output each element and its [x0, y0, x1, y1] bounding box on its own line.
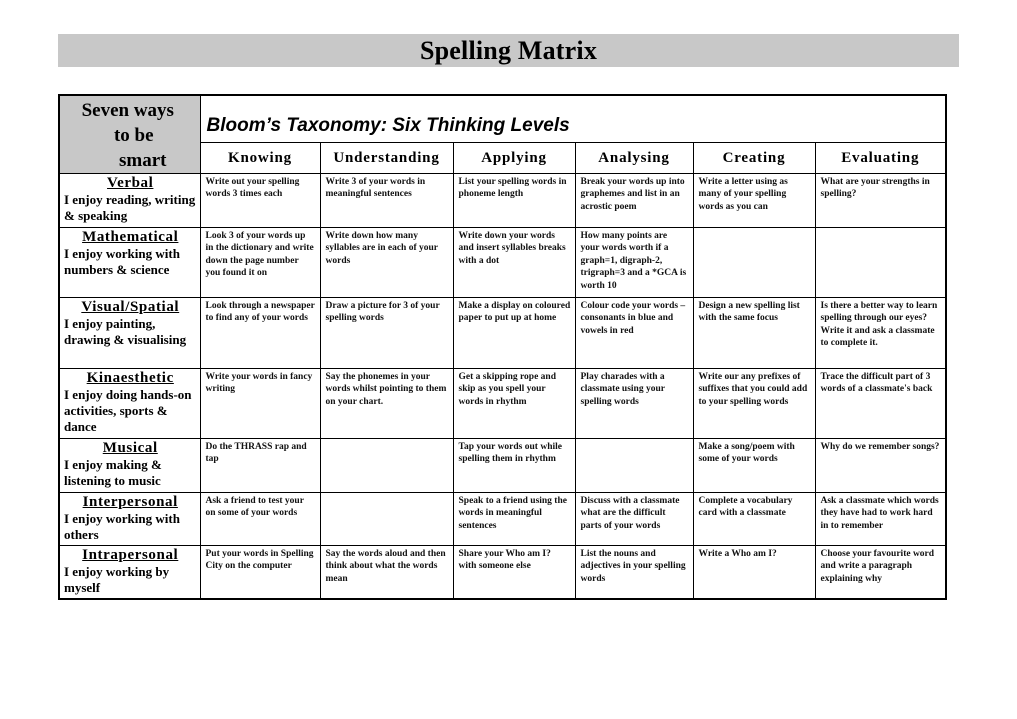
activity-cell: Write our any prefixes of suffixes that you could add to your spelling words [693, 369, 815, 439]
corner-label [59, 95, 200, 174]
activity-cell: Ask a friend to test your on some of your words [200, 493, 320, 546]
intelligence-description: I enjoy working with others [64, 511, 180, 542]
intelligence-description: I enjoy reading, writing & speaking [64, 192, 196, 223]
activity-cell: Say the phonemes in your words whilst pointing to them on your chart. [320, 369, 453, 439]
activity-cell: Speak to a friend using the words in meaningful sentences [453, 493, 575, 546]
intelligence-name: Verbal [107, 175, 154, 191]
intelligence-cell [59, 493, 200, 546]
activity-cell: List the nouns and adjectives in your spelling words [575, 546, 693, 599]
intelligence-description: I enjoy working by myself [64, 564, 170, 595]
activity-cell: Do the THRASS rap and tap [200, 439, 320, 493]
activity-cell [320, 493, 453, 546]
intelligence-name: Visual/Spatial [81, 299, 180, 315]
activity-cell: What are your strengths in spelling? [815, 174, 946, 228]
matrix-row [59, 369, 946, 439]
intelligence-name: Mathematical [82, 229, 179, 245]
corner-label-line: Seven ways [81, 100, 174, 121]
corner-label-line: to be [113, 125, 154, 146]
activity-cell: Look 3 of your words up in the dictionary and write down the page number you found it on [200, 228, 320, 298]
activity-cell: Put your words in Spelling City on the computer [200, 546, 320, 599]
activity-cell: Make a song/poem with some of your words [693, 439, 815, 493]
activity-cell: Complete a vocabulary card with a classmate [693, 493, 815, 546]
activity-cell: Discuss with a classmate what are the difficult parts of your words [575, 493, 693, 546]
page-title: Spelling Matrix [419, 35, 598, 65]
activity-cell: Share your Who am I? with someone else [453, 546, 575, 599]
level-header: Applying [453, 143, 575, 174]
level-header: Understanding [320, 143, 453, 174]
activity-cell: Choose your favourite word and write a paragraph explaining why [815, 546, 946, 599]
intelligence-description: I enjoy doing hands-on activities, sports & dance [64, 387, 192, 434]
activity-cell: Look through a newspaper to find any of your words [200, 298, 320, 369]
intelligence-cell [59, 298, 200, 369]
intelligence-cell [59, 174, 200, 228]
activity-cell: Trace the difficult part of 3 words of a classmate's back [815, 369, 946, 439]
activity-cell: Write out your spelling words 3 times each [200, 174, 320, 228]
activity-cell: Write a Who am I? [693, 546, 815, 599]
intelligence-cell [59, 546, 200, 599]
matrix-row [59, 439, 946, 493]
intelligence-name: Musical [102, 440, 158, 456]
intelligence-name: Intrapersonal [82, 547, 179, 563]
activity-cell: List your spelling words in phoneme length [453, 174, 575, 228]
activity-cell: Write a letter using as many of your spelling words as you can [693, 174, 815, 228]
spelling-matrix-table [58, 94, 947, 600]
activity-cell: Is there a better way to learn spelling through our eyes? Write it and ask a classmate to complete it. [815, 298, 946, 369]
activity-cell [815, 228, 946, 298]
matrix-row [59, 546, 946, 599]
activity-cell: Say the words aloud and then think about what the words mean [320, 546, 453, 599]
activity-cell: Write your words in fancy writing [200, 369, 320, 439]
activity-cell: How many points are your words worth if a graph=1, digraph-2, trigraph=3 and a *GCA is worth 10 [575, 228, 693, 298]
matrix-row [59, 493, 946, 546]
activity-cell: Colour code your words – consonants in blue and vowels in red [575, 298, 693, 369]
level-header: Evaluating [815, 143, 946, 174]
activity-cell [320, 439, 453, 493]
title-bar [58, 34, 959, 67]
intelligence-cell [59, 369, 200, 439]
intelligence-cell [59, 228, 200, 298]
activity-cell: Make a display on coloured paper to put up at home [453, 298, 575, 369]
matrix-row [59, 298, 946, 369]
activity-cell: Write 3 of your words in meaningful sentences [320, 174, 453, 228]
matrix-row [59, 228, 946, 298]
activity-cell: Why do we remember songs? [815, 439, 946, 493]
corner-label-line: smart [119, 150, 167, 171]
activity-cell [693, 228, 815, 298]
intelligence-name: Kinaesthetic [86, 370, 174, 386]
activity-cell [575, 439, 693, 493]
activity-cell: Play charades with a classmate using your spelling words [575, 369, 693, 439]
activity-cell: Ask a classmate which words they have had to work hard in to remember [815, 493, 946, 546]
taxonomy-title: Bloom’s Taxonomy: Six Thinking Levels [200, 95, 946, 143]
activity-cell: Get a skipping rope and skip as you spell your words in rhythm [453, 369, 575, 439]
intelligence-description: I enjoy making & listening to music [64, 457, 162, 488]
level-header: Analysing [575, 143, 693, 174]
activity-cell: Break your words up into graphemes and list in an acrostic poem [575, 174, 693, 228]
level-header: Creating [693, 143, 815, 174]
activity-cell: Draw a picture for 3 of your spelling words [320, 298, 453, 369]
intelligence-cell [59, 439, 200, 493]
matrix-row [59, 174, 946, 228]
intelligence-name: Interpersonal [82, 494, 178, 510]
level-header: Knowing [200, 143, 320, 174]
intelligence-description: I enjoy working with numbers & science [64, 246, 180, 277]
activity-cell: Write down your words and insert syllables breaks with a dot [453, 228, 575, 298]
header-row-top [59, 95, 946, 143]
intelligence-description: I enjoy painting, drawing & visualising [64, 316, 187, 347]
activity-cell: Tap your words out while spelling them in rhythm [453, 439, 575, 493]
activity-cell: Design a new spelling list with the same focus [693, 298, 815, 369]
activity-cell: Write down how many syllables are in each of your words [320, 228, 453, 298]
